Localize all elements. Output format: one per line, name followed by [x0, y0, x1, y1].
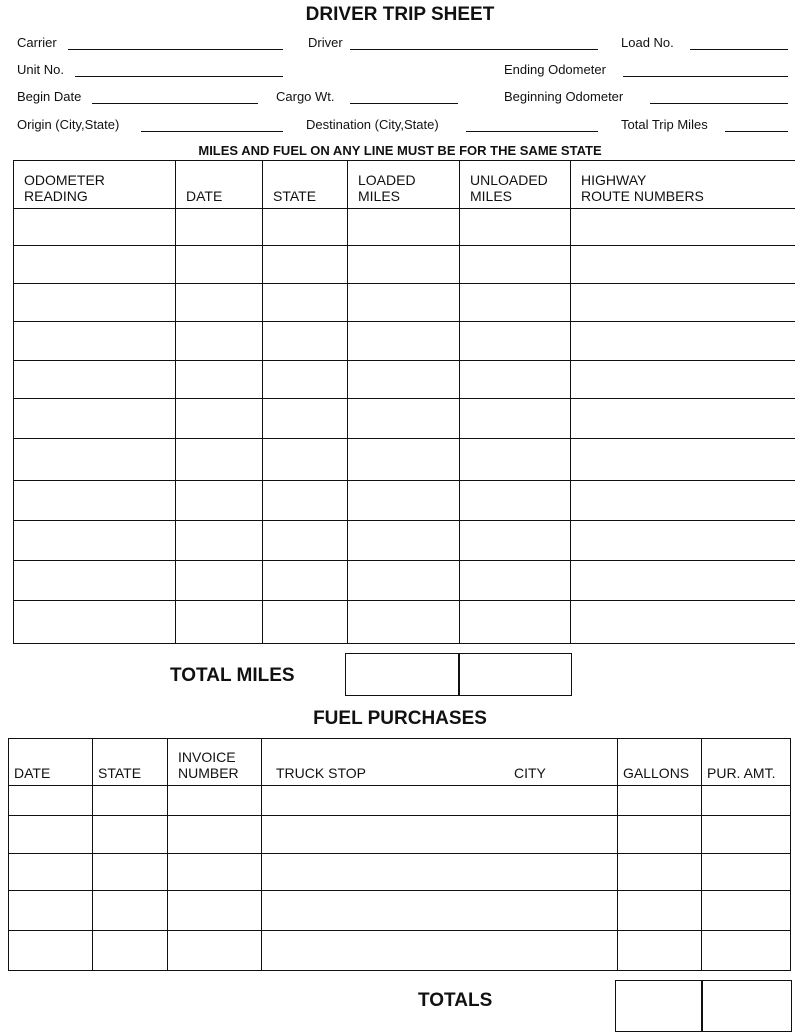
state-cell[interactable] [93, 786, 168, 816]
totals-label: TOTALS [418, 990, 492, 1012]
total-miles-label: TOTAL MILES [170, 665, 295, 687]
invoice-number-cell[interactable] [168, 816, 262, 854]
state-cell[interactable] [93, 854, 168, 891]
purchase-amount-cell[interactable] [702, 816, 791, 854]
table-row [9, 931, 791, 971]
beginning-odometer-label: Beginning Odometer [504, 89, 623, 104]
unloaded-miles-cell[interactable] [460, 521, 571, 561]
gallons-cell[interactable] [618, 786, 702, 816]
date-cell[interactable] [176, 561, 263, 601]
header-truck-stop: TRUCK STOP [276, 765, 366, 781]
state-cell[interactable] [263, 561, 348, 601]
total-trip-miles-label: Total Trip Miles [621, 117, 708, 132]
highway-route-numbers-cell[interactable] [571, 601, 795, 644]
carrier-field[interactable] [68, 49, 283, 50]
odometer-reading-cell[interactable] [14, 601, 176, 644]
odometer-reading-cell[interactable] [14, 246, 176, 284]
truck-stop-city-cell[interactable] [262, 931, 618, 971]
highway-route-numbers-cell[interactable] [571, 561, 795, 601]
date-cell[interactable] [9, 816, 93, 854]
destination-label: Destination (City,State) [306, 117, 439, 132]
date-cell[interactable] [176, 521, 263, 561]
fuel-header-row [9, 739, 791, 786]
table-row [14, 322, 795, 361]
state-cell[interactable] [93, 931, 168, 971]
loaded-miles-cell[interactable] [348, 561, 460, 601]
loaded-miles-cell[interactable] [348, 209, 460, 246]
highway-route-numbers-cell[interactable] [571, 481, 795, 521]
highway-route-numbers-cell[interactable] [571, 246, 795, 284]
unloaded-miles-cell[interactable] [460, 561, 571, 601]
unloaded-miles-cell[interactable] [460, 601, 571, 644]
driver-label: Driver [308, 35, 343, 50]
date-cell[interactable] [9, 931, 93, 971]
state-cell[interactable] [263, 439, 348, 481]
state-cell[interactable] [263, 322, 348, 361]
load-no-field[interactable] [690, 49, 788, 50]
loaded-miles-cell[interactable] [348, 601, 460, 644]
odometer-reading-cell[interactable] [14, 561, 176, 601]
total-trip-miles-field[interactable] [725, 131, 788, 132]
table-row [14, 481, 795, 521]
purchase-amount-cell[interactable] [702, 854, 791, 891]
state-cell[interactable] [263, 284, 348, 322]
state-cell[interactable] [263, 601, 348, 644]
table-row [9, 891, 791, 931]
date-cell[interactable] [176, 439, 263, 481]
state-cell[interactable] [93, 816, 168, 854]
date-cell[interactable] [9, 854, 93, 891]
table-row [14, 361, 795, 399]
driver-field[interactable] [350, 49, 598, 50]
gallons-cell[interactable] [618, 854, 702, 891]
gallons-cell[interactable] [618, 816, 702, 854]
state-cell[interactable] [263, 209, 348, 246]
purchase-amount-cell[interactable] [702, 786, 791, 816]
odometer-reading-cell[interactable] [14, 521, 176, 561]
origin-label: Origin (City,State) [17, 117, 119, 132]
date-cell[interactable] [176, 322, 263, 361]
miles-header-row [14, 161, 795, 209]
header-state: STATE [93, 739, 168, 786]
highway-route-numbers-cell[interactable] [571, 322, 795, 361]
ending-odometer-label: Ending Odometer [504, 62, 606, 77]
unloaded-miles-cell[interactable] [460, 399, 571, 439]
origin-field[interactable] [141, 131, 283, 132]
header-truck-stop-city [262, 739, 618, 786]
loaded-miles-cell[interactable] [348, 284, 460, 322]
loaded-miles-cell[interactable] [348, 481, 460, 521]
gallons-cell[interactable] [618, 931, 702, 971]
table-row [14, 284, 795, 322]
header-date: DATE [9, 739, 93, 786]
loaded-miles-cell[interactable] [348, 521, 460, 561]
loaded-miles-cell[interactable] [348, 439, 460, 481]
cargo-wt-field[interactable] [350, 103, 458, 104]
unloaded-miles-cell[interactable] [460, 284, 571, 322]
header-loaded-miles: LOADED MILES [348, 161, 460, 209]
date-cell[interactable] [176, 246, 263, 284]
table-row [14, 246, 795, 284]
loaded-miles-cell[interactable] [348, 399, 460, 439]
highway-route-numbers-cell[interactable] [571, 521, 795, 561]
state-cell[interactable] [263, 521, 348, 561]
table-row [14, 601, 795, 644]
cargo-wt-label: Cargo Wt. [276, 89, 335, 104]
unloaded-miles-cell[interactable] [460, 439, 571, 481]
miles-notice: MILES AND FUEL ON ANY LINE MUST BE FOR THE SAME STATE [0, 143, 795, 158]
odometer-reading-cell[interactable] [14, 209, 176, 246]
table-row [9, 786, 791, 816]
truck-stop-city-cell[interactable] [262, 891, 618, 931]
highway-route-numbers-cell[interactable] [571, 399, 795, 439]
table-row [14, 521, 795, 561]
gallons-cell[interactable] [618, 891, 702, 931]
header-city: CITY [514, 765, 546, 781]
total-purchase-amount-box[interactable] [701, 980, 792, 1032]
unloaded-miles-cell[interactable] [460, 481, 571, 521]
header-invoice-number: INVOICE NUMBER [168, 739, 262, 786]
odometer-reading-cell[interactable] [14, 322, 176, 361]
total-unloaded-miles-box[interactable] [458, 653, 572, 696]
date-cell[interactable] [176, 481, 263, 521]
total-gallons-box[interactable] [615, 980, 703, 1032]
invoice-number-cell[interactable] [168, 854, 262, 891]
invoice-number-cell[interactable] [168, 931, 262, 971]
state-cell[interactable] [263, 361, 348, 399]
table-row [14, 561, 795, 601]
table-row [9, 816, 791, 854]
fuel-table [8, 738, 791, 971]
table-row [14, 399, 795, 439]
truck-stop-city-cell[interactable] [262, 786, 618, 816]
load-no-label: Load No. [621, 35, 674, 50]
purchase-amount-cell[interactable] [702, 931, 791, 971]
ending-odometer-field[interactable] [623, 76, 788, 77]
beginning-odometer-field[interactable] [650, 103, 788, 104]
unloaded-miles-cell[interactable] [460, 209, 571, 246]
table-row [14, 439, 795, 481]
miles-table [13, 160, 795, 644]
begin-date-field[interactable] [92, 103, 258, 104]
unloaded-miles-cell[interactable] [460, 322, 571, 361]
odometer-reading-cell[interactable] [14, 399, 176, 439]
highway-route-numbers-cell[interactable] [571, 284, 795, 322]
header-unloaded-miles: UNLOADED MILES [460, 161, 571, 209]
odometer-reading-cell[interactable] [14, 481, 176, 521]
invoice-number-cell[interactable] [168, 786, 262, 816]
header-date: DATE [176, 161, 263, 209]
invoice-number-cell[interactable] [168, 891, 262, 931]
highway-route-numbers-cell[interactable] [571, 361, 795, 399]
begin-date-label: Begin Date [17, 89, 81, 104]
state-cell[interactable] [263, 481, 348, 521]
header-odometer-reading: ODOMETER READING [14, 161, 176, 209]
purchase-amount-cell[interactable] [702, 891, 791, 931]
highway-route-numbers-cell[interactable] [571, 439, 795, 481]
table-row [14, 209, 795, 246]
destination-field[interactable] [466, 131, 598, 132]
date-cell[interactable] [176, 361, 263, 399]
header-gallons: GALLONS [618, 739, 702, 786]
odometer-reading-cell[interactable] [14, 439, 176, 481]
date-cell[interactable] [9, 786, 93, 816]
total-loaded-miles-box[interactable] [345, 653, 460, 696]
header-state: STATE [263, 161, 348, 209]
odometer-reading-cell[interactable] [14, 361, 176, 399]
truck-stop-city-cell[interactable] [262, 816, 618, 854]
date-cell[interactable] [9, 891, 93, 931]
unit-no-label: Unit No. [17, 62, 64, 77]
state-cell[interactable] [93, 891, 168, 931]
page-title: DRIVER TRIP SHEET [0, 4, 795, 26]
loaded-miles-cell[interactable] [348, 246, 460, 284]
date-cell[interactable] [176, 209, 263, 246]
table-row [9, 854, 791, 891]
highway-route-numbers-cell[interactable] [571, 209, 795, 246]
date-cell[interactable] [176, 399, 263, 439]
state-cell[interactable] [263, 246, 348, 284]
loaded-miles-cell[interactable] [348, 322, 460, 361]
unloaded-miles-cell[interactable] [460, 361, 571, 399]
unit-no-field[interactable] [75, 76, 283, 77]
fuel-purchases-title: FUEL PURCHASES [0, 708, 795, 730]
odometer-reading-cell[interactable] [14, 284, 176, 322]
header-purchase-amount: PUR. AMT. [702, 739, 791, 786]
loaded-miles-cell[interactable] [348, 361, 460, 399]
unloaded-miles-cell[interactable] [460, 246, 571, 284]
date-cell[interactable] [176, 601, 263, 644]
date-cell[interactable] [176, 284, 263, 322]
header-highway-route-numbers: HIGHWAY ROUTE NUMBERS [571, 161, 795, 209]
truck-stop-city-cell[interactable] [262, 854, 618, 891]
carrier-label: Carrier [17, 35, 57, 50]
state-cell[interactable] [263, 399, 348, 439]
